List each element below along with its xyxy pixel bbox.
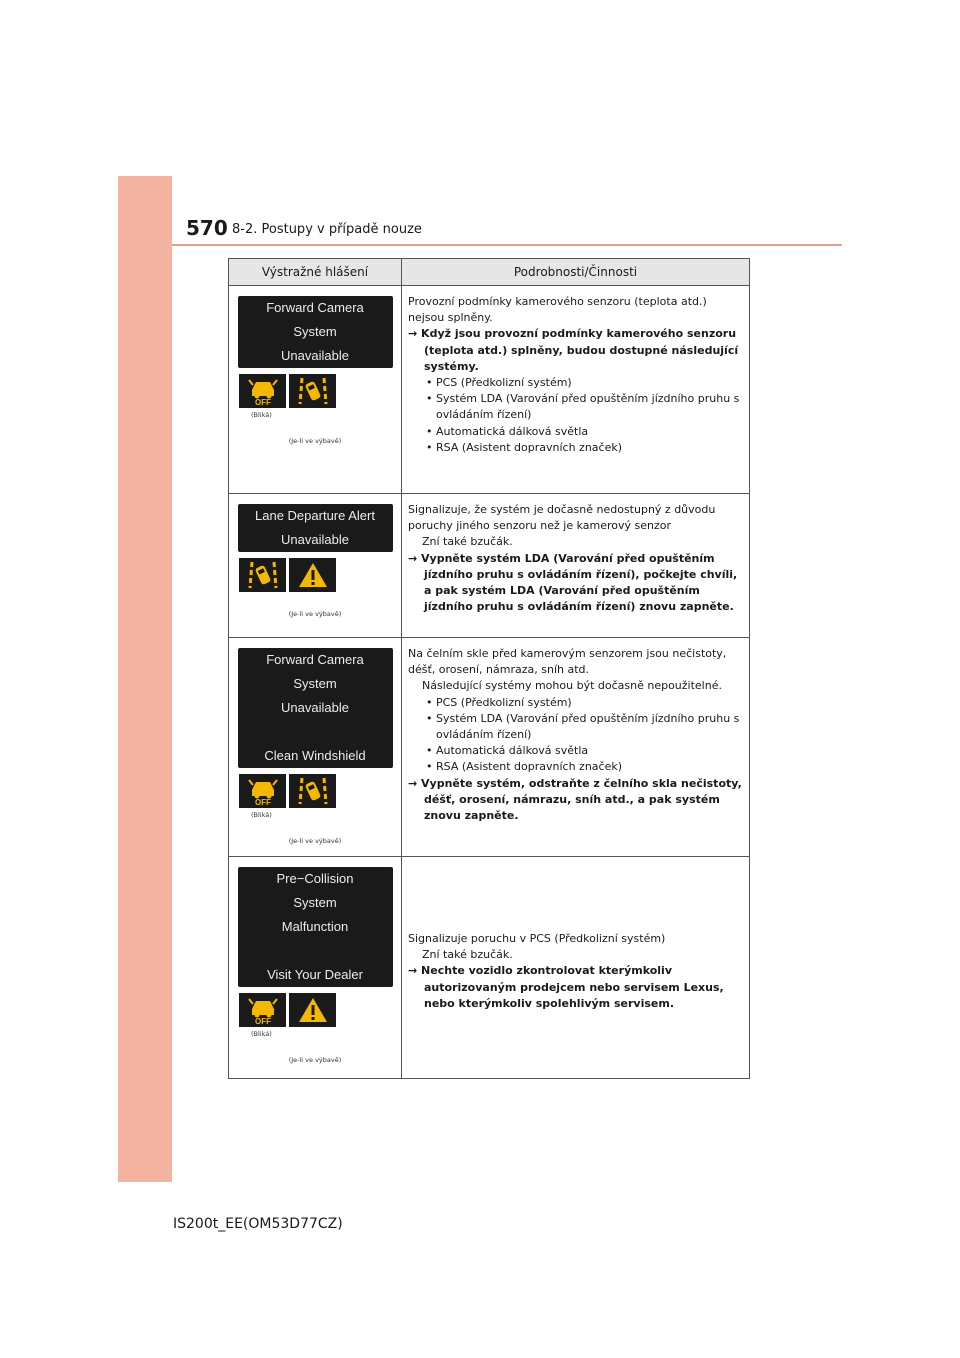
details-line: → Vypněte systém, odstraňte z čelního skla nečistoty, déšť, orosení, námrazu, sníh atd., a pak systém znovu zapněte. [408,776,742,823]
display-message-line: System [293,895,337,910]
chapter-sidebar-tab [118,176,172,1182]
details-line: • Systém LDA (Varování před opuštěním jízdního pruhu s ovládáním řízení) [426,392,740,422]
details-cell [402,638,750,857]
pcs-off-icon [239,993,286,1027]
details-cell [402,494,750,638]
section-title: 8-2. Postupy v případě nouze [232,222,422,237]
blinking-caption: (Bliká) [251,811,272,819]
details-text [402,494,749,615]
warning-display-cell [229,638,402,857]
if-equipped-caption: (Je-li ve výbavě) [288,437,342,445]
table-row [229,857,750,1079]
details-line: Zní také bzučák. [422,535,513,549]
details-line: • Systém LDA (Varování před opuštěním jízdního pruhu s ovládáním řízení) [426,711,740,742]
details-line: • RSA (Asistent dopravních značek) [426,760,623,774]
details-line: Zní také bzučák. [422,948,513,962]
details-line: • PCS (Předkolizní systém) [426,376,572,390]
page-number: 570 [186,216,228,240]
warning-messages-table [228,258,750,1079]
pcs-off-icon [239,374,286,408]
details-line: Signalizuje poruchu v PCS (Předkolizní systém) [408,931,666,945]
lda-icon [289,374,336,408]
display-message-line: Unavailable [281,700,349,715]
details-text [402,923,749,1012]
if-equipped-caption: (Je-li ve výbavě) [288,1056,342,1064]
warning-display-cell [229,857,402,1079]
svg-text:OFF: OFF [254,398,271,406]
lda-icon [239,558,286,592]
display-message-line: Pre−Collision [276,871,354,886]
table-row [229,494,750,638]
lda-icon [289,774,336,808]
if-equipped-caption: (Je-li ve výbavě) [288,610,342,618]
warning-triangle-icon [289,558,336,592]
indicator-icons [239,993,401,1027]
column-header-details: Podrobnosti/Činnosti [402,259,750,286]
column-header-warning: Výstražné hlášení [229,259,402,286]
details-line: • PCS (Předkolizní systém) [426,695,572,709]
details-cell [402,286,750,494]
display-message-line: Malfunction [281,919,349,934]
details-line: → Vypněte systém LDA (Varování před opuštěním jízdního pruhu s ovládáním řízení), počkejte chvíli, a pak systém LDA (Varování před opuštěním jízdního pruhu s ovládáním řízení) znovu zapněte. [408,551,738,614]
details-line: • Automatická dálková světla [426,424,589,438]
if-equipped-caption: (Je-li ve výbavě) [288,837,342,845]
svg-text:OFF: OFF [254,798,271,806]
display-message-line: Lane Departure Alert [255,508,375,523]
details-line: Signalizuje, že systém je dočasně nedostupný z důvodu poruchy jiného senzoru než je kamerový senzor [408,503,716,533]
table-row [229,638,750,857]
display-spacer [238,720,393,744]
warning-display-cell [229,494,402,638]
details-line: Na čelním skle před kamerovým senzorem jsou nečistoty, déšť, orosení, námraza, sníh atd. [408,647,727,677]
multi-info-display-message [238,648,393,768]
display-message-line: Clean Windshield [264,748,366,763]
manual-code: IS200t_EE(OM53D77CZ) [173,1216,343,1232]
details-text [402,638,749,824]
display-spacer [238,939,393,963]
multi-info-display-message [238,867,393,987]
multi-info-display-message [238,504,393,552]
display-message-line: Visit Your Dealer [267,967,363,982]
warning-triangle-icon [289,993,336,1027]
details-line: Následující systémy mohou být dočasně nepoužitelné. [422,679,722,693]
indicator-icons [239,374,401,408]
details-line: → Když jsou provozní podmínky kamerového senzoru (teplota atd.) splněny, budou dostupné následující systémy. [408,327,739,373]
blinking-caption: (Bliká) [251,411,272,419]
pcs-off-icon [239,774,286,808]
details-line: → Nechte vozidlo zkontrolovat kterýmkoliv autorizovaným prodejcem nebo servisem Lexus, nebo kterýmkoliv spolehlivým servisem. [408,964,724,1010]
blinking-caption: (Bliká) [251,1030,272,1038]
display-message-line: Forward Camera [266,300,364,315]
multi-info-display-message [238,296,393,368]
display-message-line: Forward Camera [266,652,364,667]
details-line: Provozní podmínky kamerového senzoru (teplota atd.) nejsou splněny. [408,295,707,325]
details-line: • Automatická dálková světla [426,744,589,758]
table-row [229,286,750,494]
display-message-line: Unavailable [281,348,349,363]
display-message-line: Unavailable [281,532,349,547]
details-cell [402,857,750,1079]
details-line: • RSA (Asistent dopravních značek) [426,440,623,454]
details-text [402,286,749,456]
indicator-icons [239,774,401,808]
display-message-line: System [293,324,337,339]
indicator-icons [239,558,401,592]
header-rule [172,244,842,246]
svg-text:OFF: OFF [254,1017,271,1025]
warning-display-cell [229,286,402,494]
display-message-line: System [293,676,337,691]
